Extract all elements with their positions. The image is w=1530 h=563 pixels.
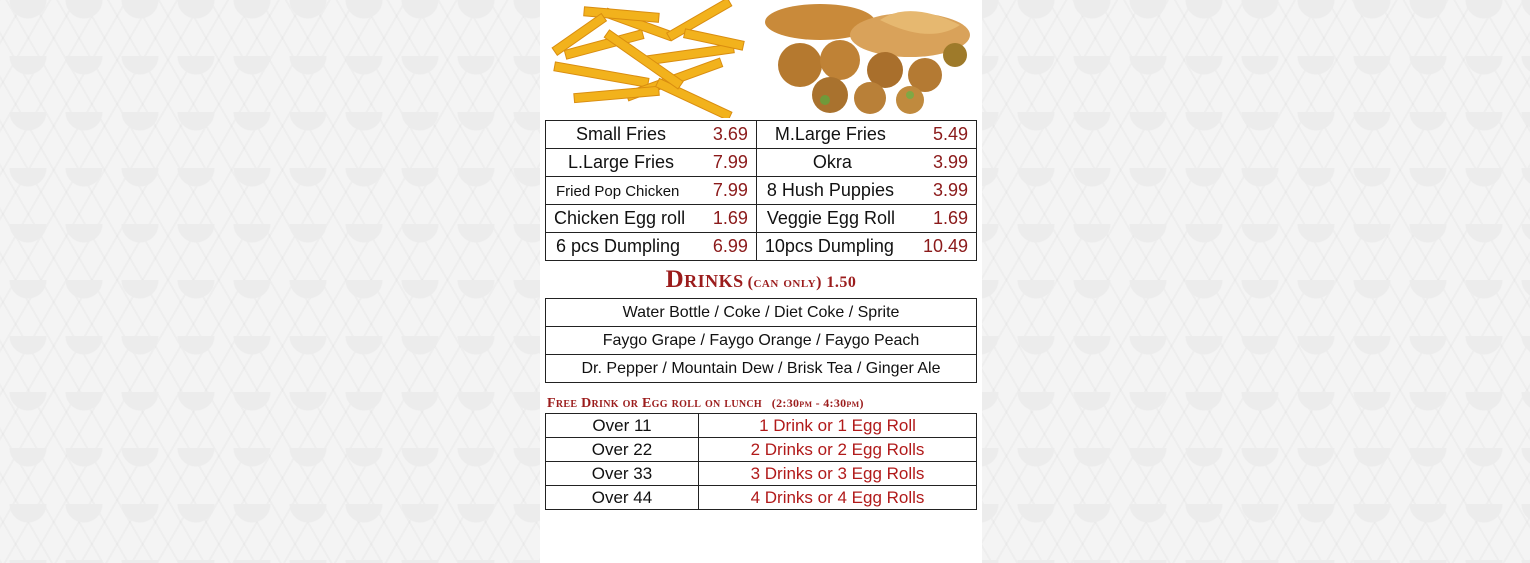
menu-item xyxy=(756,149,976,177)
table-row xyxy=(546,355,977,383)
promo-reward: 4 Drinks or 4 Egg Rolls xyxy=(699,486,977,510)
item-price: 6.99 xyxy=(712,236,748,256)
table-row xyxy=(546,414,977,438)
table-row xyxy=(546,149,977,177)
item-price: 3.99 xyxy=(932,152,968,172)
menu-item xyxy=(546,149,757,177)
promo-threshold: Over 44 xyxy=(546,486,699,510)
menu-item xyxy=(756,205,976,233)
fries-image-icon xyxy=(544,0,758,118)
menu-item xyxy=(546,233,757,261)
item-price: 7.99 xyxy=(712,152,748,172)
drinks-title: Drinks xyxy=(665,266,744,293)
table-row xyxy=(546,299,977,327)
menu-item xyxy=(546,121,757,149)
table-row xyxy=(546,205,977,233)
item-name: Fried Pop Chicken xyxy=(556,183,680,200)
appetizers-image-icon xyxy=(760,0,976,118)
drinks-subtitle: (can only) 1.50 xyxy=(747,274,857,291)
table-row xyxy=(546,233,977,261)
promo-threshold: Over 11 xyxy=(546,414,699,438)
lunch-promo-title: Free Drink or Egg roll on lunch xyxy=(547,396,762,411)
menu-board xyxy=(540,0,982,563)
item-name: Veggie Egg Roll xyxy=(766,208,895,228)
lunch-promo-time: (2:30pm - 4:30pm) xyxy=(771,396,864,410)
promo-reward: 1 Drink or 1 Egg Roll xyxy=(699,414,977,438)
appetizers-photo xyxy=(760,0,976,118)
item-name: Small Fries xyxy=(576,124,667,144)
item-name: Okra xyxy=(812,152,852,172)
table-row xyxy=(546,177,977,205)
table-row xyxy=(546,327,977,355)
item-price: 5.49 xyxy=(932,124,968,144)
table-row xyxy=(546,462,977,486)
menu-item xyxy=(756,233,976,261)
item-name: 6 pcs Dumpling xyxy=(556,236,681,256)
lunch-promo-heading xyxy=(547,396,864,412)
item-price: 7.99 xyxy=(712,180,748,200)
item-price: 10.49 xyxy=(922,236,968,256)
drinks-row: Faygo Grape / Faygo Orange / Faygo Peach xyxy=(546,327,977,355)
table-row xyxy=(546,486,977,510)
promo-threshold: Over 22 xyxy=(546,438,699,462)
menu-item xyxy=(546,177,757,205)
item-name: M.Large Fries xyxy=(774,124,886,144)
item-price: 1.69 xyxy=(932,208,968,228)
fries-photo xyxy=(544,0,758,118)
menu-item xyxy=(756,177,976,205)
drinks-heading xyxy=(540,266,982,294)
table-row xyxy=(546,438,977,462)
item-price: 1.69 xyxy=(712,208,748,228)
promo-reward: 3 Drinks or 3 Egg Rolls xyxy=(699,462,977,486)
table-row xyxy=(546,121,977,149)
item-price: 3.69 xyxy=(712,124,748,144)
item-name: Chicken Egg roll xyxy=(554,208,686,228)
promo-reward: 2 Drinks or 2 Egg Rolls xyxy=(699,438,977,462)
item-name: 8 Hush Puppies xyxy=(766,180,894,200)
item-name: L.Large Fries xyxy=(568,152,675,172)
drinks-row: Water Bottle / Coke / Diet Coke / Sprite xyxy=(546,299,977,327)
item-price: 3.99 xyxy=(932,180,968,200)
item-name: 10pcs Dumpling xyxy=(764,236,894,256)
sides-price-table xyxy=(545,120,977,261)
promo-threshold: Over 33 xyxy=(546,462,699,486)
drinks-row: Dr. Pepper / Mountain Dew / Brisk Tea / Ginger Ale xyxy=(546,355,977,383)
menu-item xyxy=(756,121,976,149)
menu-item xyxy=(546,205,757,233)
lunch-promo-table xyxy=(545,413,977,510)
drinks-table xyxy=(545,298,977,383)
